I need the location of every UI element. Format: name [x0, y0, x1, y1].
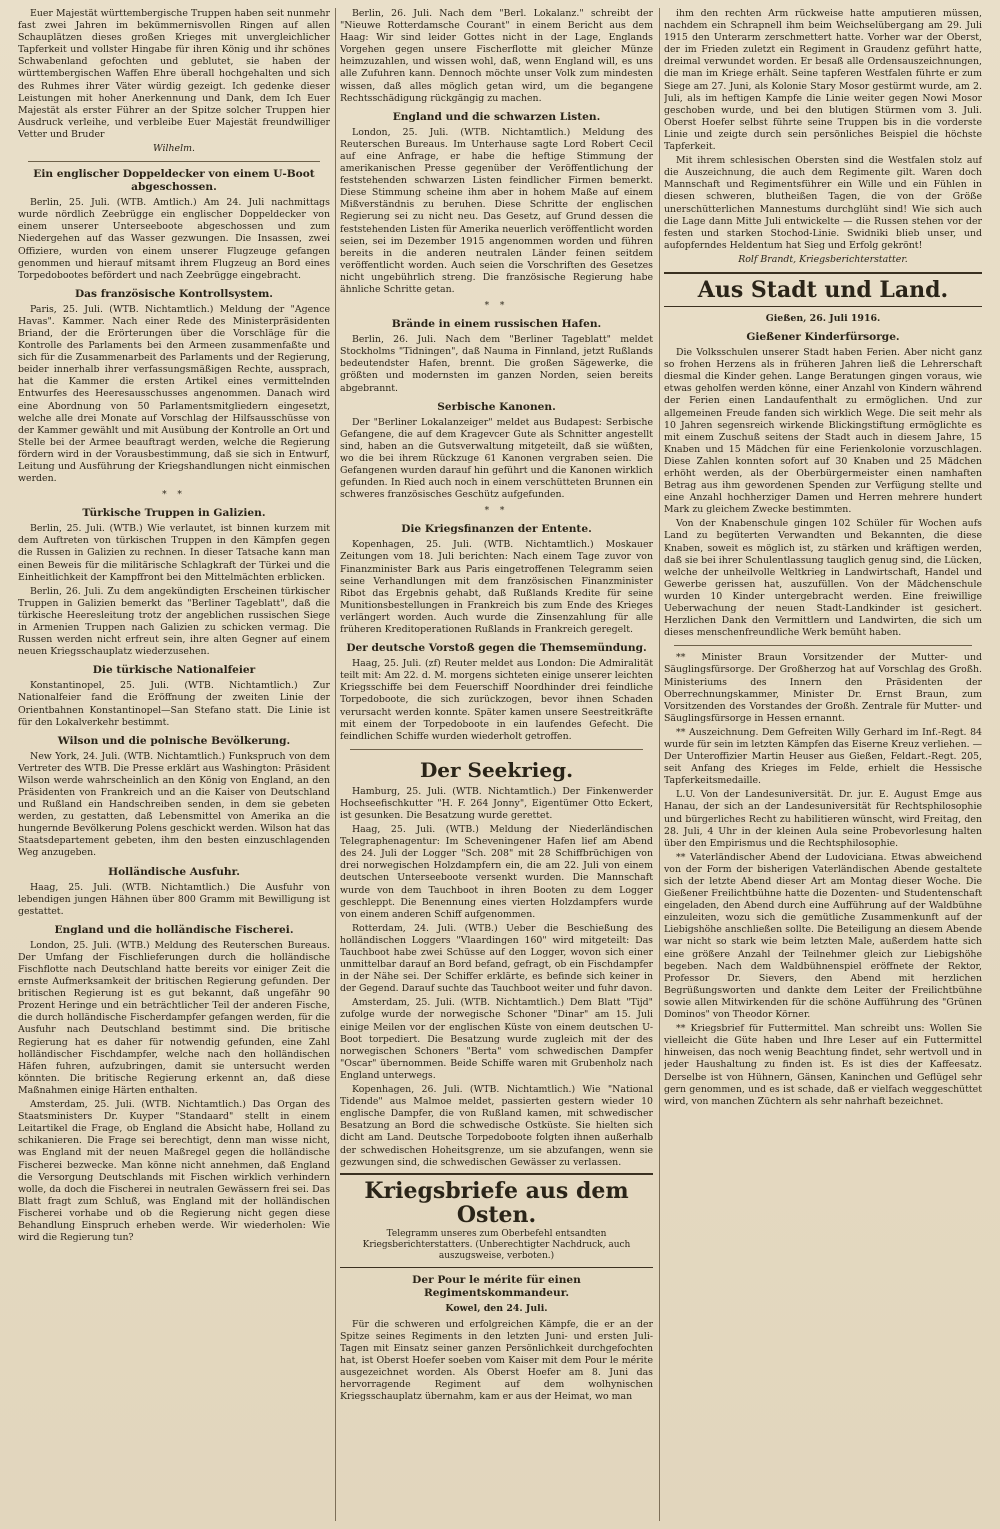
- headline-seekrieg: Der Seekrieg.: [419, 757, 574, 782]
- divider: [674, 645, 972, 646]
- kriegsbriefe-box: [340, 1173, 653, 1268]
- column-1: [18, 8, 330, 1523]
- notice-landesuniversitaet: L.U. Von der Landesuniversität. Dr. jur. E. August Emge aus Hanau, der sich an der Landesuniversität für Rechtsphilosophie und bürgerliches Recht zu habilitieren wünscht, wird Freitag, den 28. Juli, 4 Uhr in der kleinen Aula seine Probevorlesung halten über den Empirismus und die Rechtsphilosophie.: [664, 789, 982, 849]
- article-wilson: New York, 24. Juli. (WTB. Nichtamtlich.) Funkspruch von dem Vertreter des WTB. Die Presse erklärt aus Washington: Präsident Wilson werde wahrscheinlich an den König von England, an den Präsidenten von Frankreich und an die Kaiser von Deutschland und Rußland ein Handschreiben senden, in dem sie gebeten werden, zu gestatten, daß Lebensmittel von Amerika an die hungernde Bevölkerung Polens geschickt werden. Wilson hat das Staatsdepartement gebeten, ihm den besten einzuschlagenden Weg anzugeben.: [18, 750, 330, 859]
- article-kriegsfinanzen: Kopenhagen, 25. Juli. (WTB. Nichtamtlich.) Moskauer Zeitungen vom 18. Juli berichten: Nach einem Tage zuvor von Finanzminister Bark aus Paris eingetroffenen Telegramm seien seine Verhandlungen mit dem französischen Finanzminister Ribot das Ergebnis gehabt, daß Rußlands Kredite für seine Munitionsbestellungen in Frankreich bis zum Ende des Krieges verlängert worden. Auch wurde die Zinsenzahlung für alle früheren Kreditoperationen Rußlands in Frankreich geregelt.: [340, 539, 653, 636]
- byline-rolf-brandt: Rolf Brandt, Kriegsberichterstatter.: [738, 253, 908, 265]
- article-seekrieg-hamburg: Hamburg, 25. Juli. (WTB. Nichtamtlich.) Der Finkenwerder Hochseefischkutter "H. F. 264 Jonny", Eigentümer Otto Eckert, ist gesunken. Die Besatzung wurde gerettet.: [340, 785, 653, 821]
- article-seekrieg-rotterdam: Rotterdam, 24. Juli. (WTB.) Ueber die Beschießung des holländischen Loggers "Vlaardingen 160" wird mitgeteilt: Das Tauchboot habe zwei Schüsse auf den Logger, wovon sich einer unmittelbar darauf an Bord befand, gefragt, ob ein Fischdampfer in der Nähe sei. Der Schiffer erklärte, es befinde sich keiner in der Gegend. Darauf suchte das Tauchboot weiter und fuhr davon.: [340, 922, 653, 995]
- article-doppeldecker: Berlin, 25. Juli. (WTB. Amtlich.) Am 24. Juli nachmittags wurde nördlich Zeebrügge ein englischer Doppeldecker von einem unserer Unterseeboote abgeschossen und zum Niedergehen auf das Wasser gezwungen. Die Insassen, zwei Offiziere, wurden von einem unserer Flugzeuge gefangen genommen und hierauf mitsamt ihrem Flugzeug an Bord eines Torpedobootes befördert und nach Zeebrügge eingebracht.: [18, 197, 330, 281]
- headline-galizien: Türkische Truppen in Galizien.: [82, 507, 266, 520]
- section-stars: * *: [484, 506, 509, 517]
- headline-themsemuendung: Der deutsche Vorstoß gegen die Themsemündung.: [346, 642, 647, 655]
- headline-doppeldecker: Ein englischer Doppeldecker von einem U-Boot abgeschossen.: [33, 168, 315, 194]
- article-seekrieg-haag: Haag, 25. Juli. (WTB.) Meldung der Niederländischen Telegraphenagentur: Im Scheveningener Hafen lief am Abend des 24. Juli der Logger "Sch. 208" mit 28 Schiffbrüchigen von drei norwegischen Holzdampfern ein, die am 22. Juli von einem deutschen Unterseeboote versenkt wurden. Die Mannschaft wurde von dem Tauchboot in ihren Booten zu dem Logger geschleppt. Die Benennung eines vierten Holzdampfers wurde von einem anderen Schiff aufgenommen.: [340, 824, 653, 920]
- article-fischerei-2: Amsterdam, 25. Juli. (WTB. Nichtamtlich.) Das Organ des Staatsministers Dr. Kuyper "Standaard" stellt in einem Leitartikel die Frage, ob England die Absicht habe, Holland zu schikanieren. Die Frage sei berechtigt, denn man wisse nicht, was England mit der neuen Maßregel gegen die holländische Fischerei bezwecke. Man könne nicht annehmen, daß England die Versorgung Deutschlands mit Fischen wirklich verhindern wolle, da doch die Fischerei in neutralen Gewässern frei sei. Das Blatt fragt zum Schluß, was England mit der holländischen Fischerei vorhabe und ob die Regierung nicht gegen diese Behandlung Einspruch erheben werde. Wir wiederholen: Wie wird die Regierung tun?: [18, 1099, 330, 1244]
- article-westfalen: Mit ihrem schlesischen Obersten sind die Westfalen stolz auf die Auszeichnung, die auch dem Regimente gilt. Waren doch Mannschaft und Regimentsführer ein Wille und ein Fühlen in diesen schweren, blutheißen Tagen, die von der Größe unerschütterlichen Mannestums durchglüht sind! Wie sich auch die Lage dann Mitte Juli entwickelte — die Russen stehen vor der festen und starken Stochod-Linie. Swidniki blieb unser, und aufopferndes Heldentum hat Sieg und Erfolg gekrönt!: [664, 155, 982, 251]
- article-galizien-2: Berlin, 26. Juli. Zu dem angekündigten Erscheinen türkischer Truppen in Galizien bemerkt das "Berliner Tageblatt", daß die türkische Heeresleitung trotz der angeblichen russischen Siege in Armenien Truppen nach Galizien zu schicken vermag. Die Russen werden nicht erfreut sein, ihre alten Gegner auf einem neuen Kriegsschauplatz wiederzusehen.: [18, 585, 330, 658]
- notice-futtermittel: ** Kriegsbrief für Futtermittel. Man schreibt uns: Wollen Sie vielleicht die Güte haben und Ihre Leser auf ein Futtermittel hinweisen, das noch wenig Beachtung findet, sehr wertvoll und in jeder Haushaltung zu finden ist. Es ist dies der Kaffeesatz. Derselbe ist von Hühnern, Gänsen, Kaninchen und Geflügel sehr gern genommen, und es ist schade, daß er vielfach weggeschüttet wird, von manchen Züchtern als sehr nahrhaft bezeichnet.: [664, 1023, 982, 1107]
- column-rule-1: [335, 8, 336, 1521]
- headline-kinderfuersorge: Gießener Kinderfürsorge.: [746, 331, 900, 344]
- headline-kriegsbriefe: Kriegsbriefe aus dem Osten.: [364, 1177, 629, 1228]
- article-braende: Berlin, 26. Juli. Nach dem "Berliner Tageblatt" meldet Stockholms "Tidningen", daß Nauma in Finnland, jetzt Rußlands bedeutendster Hafen, brennt. Die großen Sägewerke, die größten und modernsten im ganzen Norden, seien bereits abgebrannt.: [340, 334, 653, 394]
- dateline-giessen: Gießen, 26. Juli 1916.: [765, 312, 881, 324]
- article-galizien-1: Berlin, 25. Juli. (WTB.) Wie verlautet, ist binnen kurzem mit dem Auftreten von türkischen Truppen in den Kämpfen gegen die Russen in Galizien zu rechnen. In dieser Tatsache kann man einen Beweis für die militärische Schlagkraft der Türkei und die Einheitlichkeit der Kampffront bei den Mittelmächten erblicken.: [18, 523, 330, 583]
- article-pour-le-merite: Für die schweren und erfolgreichen Kämpfe, die er an der Spitze seines Regiments in den letzten Juni- und ersten Juli-Tagen mit Einsatz seiner ganzen Persönlichkeit durchgefochten hat, ist Oberst Hoefer soeben vom Kaiser mit dem Pour le mérite ausgezeichnet worden. Als Oberst Hoefer am 8. Juni das hervorragende Regiment auf dem wolhynischen Kriegsschauplatz übernahm, kam er aus der Heimat, wo man: [340, 1318, 653, 1403]
- divider: [28, 161, 320, 162]
- divider: [350, 749, 643, 750]
- article-kontrollsystem: Paris, 25. Juli. (WTB. Nichtamtlich.) Meldung der "Agence Havas". Kammer. Nach einer Rede des Ministerpräsidenten Briand, der die Erörterungen über die Vorschläge für die Kontrolle des Parlaments bei den Armeen zusammenfaßte und sich für die Zusammenarbeit des Parlaments und der Regierung, beider innerhalb ihrer verfassungsmäßigen Rechte, aussprach, hat die Kammer die ersten Artikel eines vermittelnden Entwurfes des Heeresausschusses angenommen. Danach wird eine Abordnung von 50 Parlamentsmitgliedern eingesetzt, welche alle drei Monate auf Vorschlag der Hilfsausschüsse von der Kammer gewählt und mit Ausübung der Kontrolle an Ort und Stelle bei der Armee beauftragt werden, welche die Regierung fördern wird in der Vorausbestimmung, daß sie sich in Entwurf, Leitung und Ausführung der Kriegshandlungen nicht einmischen werden.: [18, 303, 330, 485]
- article-ausfuhr: Haag, 25. Juli. (WTB. Nichtamtlich.) Die Ausfuhr von lebendigen jungen Hähnen über 800 Gramm mit Bewilligung ist gestattet.: [18, 881, 330, 917]
- article-kinderfuersorge-2: Von der Knabenschule gingen 102 Schüler für Wochen aufs Land zu begüterten Verwandten und Bekannten, die diese Knaben, soweit es möglich ist, zu stärken und kräftigen werden, daß sie bei ihrer Schulentlassung tauglich genug sind, die Lücken, welche der unheilvolle Weltkrieg in Landwirtschaft, Handel und Gewerbe gerissen hat, auszufüllen. Von der Mädchenschule wurden 10 Kinder untergebracht werden. Eine freiwillige Ueberwachung der neuen Stadt-Landkinder ist gesichert. Herzlichen Dank den Vermittlern und Landwirten, die sich um dieses menschenfreundliche Werk bemüht haben.: [664, 518, 982, 639]
- headline-kriegsfinanzen: Die Kriegsfinanzen der Entente.: [401, 523, 592, 536]
- column-2: [340, 8, 653, 1523]
- kriegsbriefe-subtitle: Telegramm unseres zum Oberbefehl entsandten Kriegsberichterstatters. (Unberechtigter Nachdruck, auch auszugsweise, verboten.): [362, 1228, 631, 1261]
- notice-vaterlaendischer-abend: ** Vaterländischer Abend der Ludoviciana. Etwas abweichend von der Form der bisherigen Vaterländischen Abende gestaltete sich der letzte Abend dieser Art am Montag dieser Woche. Die Gießener Freilichtbühne hatte die Dozenten- und Studentenschaft eingeladen, den Abend durch eine Aufführung auf der Waldbühne einzuleiten, wozu sich die gemütliche Zusammenkunft auf der Liebigshöhe anschließen sollte. Die Beteiligung an diesem Abende war nicht so stark wie beim letzten Male, außerdem hatte sich eine größere Anzahl der Teilnehmer gleich zur Liebigshöhe begeben. Nach dem Waldbühnenspiel eröffnete der Rektor, Professor Dr. Sievers, den Abend mit herzlichen Begrüßungsworten und dankte dem Leiter der Freilichtbühne sowie allen Mitwirkenden für die schöne Aufführung des "Grünen Dominos" von Theodor Körner.: [664, 851, 982, 1021]
- headline-pour-le-merite: Der Pour le mérite für einen Regimentskommandeur.: [412, 1273, 581, 1299]
- headline-serbische-kanonen: Serbische Kanonen.: [437, 400, 556, 413]
- headline-fischerei: England und die holländische Fischerei.: [54, 923, 294, 936]
- stadt-und-land-box: [664, 272, 982, 307]
- article-schwarze-listen: London, 25. Juli. (WTB. Nichtamtlich.) Meldung des Reuterschen Bureaus. Im Unterhause sagte Lord Robert Cecil auf eine Anfrage, er habe die heftige Stimmung der amerikanischen Presse gegenüber der Veröffentlichung der feststehenden schwarzen Listen feindlicher Firmen bemerkt. Diese Stimmung scheine ihm aber in hohem Maße auf einem Mißverständnis zu beruhen. Diese Schritte der englischen Regierung sei zu nicht neu. Das Gesetz, auf Grund dessen die feststehenden Listen für Amerika neuerlich veröffentlicht worden seien, sei im Dezember 1915 angenommen worden und führen bereits in die anderen neutralen Länder feinen seitdem veröffentlicht worden. Auch seien die Vorschriften des Gesetzes nicht ungebührlich streng. Die französische Regierung habe ähnliche Schritte getan.: [340, 126, 653, 295]
- article-fischerei-1: London, 25. Juli. (WTB.) Meldung des Reuterschen Bureaus. Der Umfang der Fischlieferungen durch die holländische Fischflotte nach Deutschland hatte bereits vor einiger Zeit die ernste Aufmerksamkeit der britischen Regierung gefunden. Der britischen Regierung ist es gut bekannt, daß ungefähr 90 Prozent Heringe und ein beträchtlicher Teil der anderen Fische, die durch holländische Fischerdampfer gefangen werden, für die Ausfuhr nach Deutschland bestimmt sind. Die britische Regierung hat es daher für notwendig gefunden, eine Zahl holländischer Fischdampfer, welche nach den holländischen Häfen fuhren, aufzubringen, damit sie untersucht werden könnten. Die britische Regierung erkennt an, daß diese Maßnahmen einige Härten enthalten.: [18, 939, 330, 1096]
- headline-kontrollsystem: Das französische Kontrollsystem.: [75, 287, 273, 300]
- article-serbische-kanonen: Der "Berliner Lokalanzeiger" meldet aus Budapest: Serbische Gefangene, die auf dem Kragevcer Gute als Schnitter angestellt sind, haben an die Gutsverwaltung mitgeteilt, daß sie wüßten, wo die bei ihrem Rückzuge 61 Kanonen vergraben seien. Die Gefangenen wurden darauf hin geführt und die Kanonen wirklich gefunden. In Ried auch noch in einem verschütteten Brunnen ein schweres französisches Geschütz aufgefunden.: [340, 416, 653, 501]
- notice-auszeichnung: ** Auszeichnung. Dem Gefreiten Willy Gerhard im Inf.-Regt. 84 wurde für sein im letzten Kämpfen das Eiserne Kreuz verliehen. — Der Unteroffizier Martin Heuser aus Gießen, Feldart.-Regt. 205, seit Anfang des Krieges im Felde, erhielt die Hessische Tapferkeitsmedaille.: [664, 726, 982, 787]
- headline-nationalfeier: Die türkische Nationalfeier: [92, 664, 256, 677]
- article-nationalfeier: Konstantinopel, 25. Juli. (WTB. Nichtamtlich.) Zur Nationalfeier fand die Eröffnung der zweiten Linie der Orientbahnen Konstantinopel—San Stefano statt. Die Linie ist für den Lokalverkehr bestimmt.: [18, 680, 330, 728]
- article-hoefer-continued: ihm den rechten Arm rückweise hatte amputieren müssen, nachdem ein Schrapnell ihm beim Weichselübergang am 29. Juli 1915 den Unterarm zerschmettert hatte. Vorher war der Oberst, der im Frieden zuletzt ein Regiment in Graudenz geführt hatte, dreimal verwundet worden. Er besaß alle Ordensauszeichnungen, die man im Kriege erhält. Seine tapferen Westfalen führte er zum Siege am 27. Juni, als Kolonie Stary Mosor gestürmt wurde, am 2. Juli, als im heftigen Kampfe die Linie weiter gegen Nowi Mosor geschoben wurde, und bei den blutigen Stürmen vom 3. Juli. Oberst Hoefer selbst führte seine Truppen bis in die vorderste Linie und zeigte durch sein persönliches Beispiel die höchste Tapferkeit.: [664, 8, 982, 153]
- column-rule-2: [659, 8, 660, 1521]
- article-seekrieg-kopenhagen: Kopenhagen, 26. Juli. (WTB. Nichtamtlich.) Wie "National Tidende" aus Malmoe meldet, passierten gestern wieder 10 englische Dampfer, die von Rußland kamen, mit schwedischer Besatzung an Bord die schwedische Ostküste. Sie hielten sich dicht am Land. Deutsche Torpedoboote folgten ihnen außerhalb der schwedischen Hoheitsgrenze, um sie abzufangen, wenn sie gezwungen sind, die schwedischen Gewässer zu verlassen.: [340, 1084, 653, 1168]
- headline-schwarze-listen: England und die schwarzen Listen.: [392, 110, 601, 123]
- article-kinderfuersorge-1: Die Volksschulen unserer Stadt haben Ferien. Aber nicht ganz so frohen Herzens als in früheren Jahren ließ die Lehrerschaft diesmal die Kinder gehen. Lange Beratungen gingen voraus, wie etwas geholfen werden könne, einer Anzahl von Kindern während der Ferien einen Landaufenthalt zu ermöglichen. Und zur allgemeinen Freude fanden sich wirklich Wege. Die seit mehr als 10 Jahren segensreich wirkende Blickingstiftung ermöglichte es mit einem Zuschuß seitens der Stadt auch in diesem Jahre, 15 Knaben und 15 Mädchen für eine Ferienkolonie vorzuschlagen. Diese Zahlen konnten sofort auf 30 Knaben und 25 Mädchen erhöht werden, als der Oberbürgermeister einen namhaften Betrag aus ihm gewordenen Spenden zur Verfügung stellte und eine Anzahl hochherziger Damen und Herren mehrere hundert Mark zu gleichem Zwecke bestimmten.: [664, 347, 982, 516]
- signature: Wilhelm.: [153, 143, 195, 155]
- article-haag-fischerflotte: Berlin, 26. Juli. Nach dem "Berl. Lokalanz." schreibt der "Nieuwe Rotterdamsche Courant" in einem Bericht aus dem Haag: Wir sind leider Gottes nicht in der Lage, Englands Vorgehen gegen unsere Fischerflotte mit gleicher Münze heimzuzahlen, und wissen wohl, daß, wenn England will, es uns alle Zufuhren kann. Dennoch möchte unser Volk zum mindesten wissen, daß alles möglich getan wird, um die begangene Rechtsschädigung rückgängig zu machen.: [340, 8, 653, 104]
- headline-wilson: Wilson und die polnische Bevölkerung.: [57, 734, 291, 747]
- article-seekrieg-amsterdam: Amsterdam, 25. Juli. (WTB. Nichtamtlich.) Dem Blatt "Tijd" zufolge wurde der norwegische Schoner "Dinar" am 15. Juli einige Meilen vor der englischen Küste von einem deutschen U-Boot torpediert. Die Besatzung wurde zugleich mit der des norwegischen Schoners "Berta" vom schwedischen Dampfer "Oscar" übernommen. Beide Schiffe waren mit Grubenholz nach England unterwegs.: [340, 997, 653, 1081]
- article-themsemuendung: Haag, 25. Juli. (zf) Reuter meldet aus London: Die Admiralität teilt mit: Am 22. d. M. morgens sichteten einige unserer leichten Kriegsschiffe bei dem Feuerschiff Noordhinder drei feindliche Torpedoboote, die sich zurückzogen, bevor ihnen Schaden verursacht werden konnte. Später kamen unsere Seestreitkräfte mit einem der Torpedoboote in ein laufendes Gefecht. Die feindlichen Schiffe wurden wiederholt getroffen.: [340, 658, 653, 742]
- opening-paragraph: Euer Majestät württembergische Truppen haben seit nunmehr fast zwei Jahren im bekümmernisvollen Ringen auf allen Schauplätzen dieses großen Krieges mit unvergleichlicher Tapferkeit und vollster Hingabe für ihren König und ihr schönes Schwabenland gefochten und geblutet, sie haben der württembergischen Waffen Ehre überall hochgehalten und sich des Ruhmes ihrer Väter würdig gezeigt. Ich gedenke dieser Leistungen mit hoher Anerkennung und Dank, dem Ich Euer Majestät als erster Führer an der Spitze solcher Truppen hier Ausdruck verleihe, und verbleibe Euer Majestät freundwilliger Vetter und Bruder: [18, 8, 330, 140]
- section-title-stadt-und-land: Aus Stadt und Land.: [697, 276, 949, 303]
- column-3: [664, 8, 982, 1523]
- notice-minister-braun: ** Minister Braun Vorsitzender der Mutter- und Säuglingsfürsorge. Der Großherzog hat auf Vorschlag des Großh. Ministeriums des Innern den Präsidenten der Oberrechnungskammer, Minister Dr. Ernst Braun, zum Vorsitzenden des Vorstandes der Großh. Zentrale für Mutter- und Säuglingsfürsorge in Hessen ernannt.: [664, 652, 982, 724]
- headline-ausfuhr: Holländische Ausfuhr.: [108, 865, 240, 878]
- section-stars: * *: [162, 490, 186, 501]
- dateline-kowel: Kowel, den 24. Juli.: [445, 1302, 548, 1314]
- headline-braende: Brände in einem russischen Hafen.: [391, 318, 602, 331]
- section-stars: * *: [484, 301, 509, 312]
